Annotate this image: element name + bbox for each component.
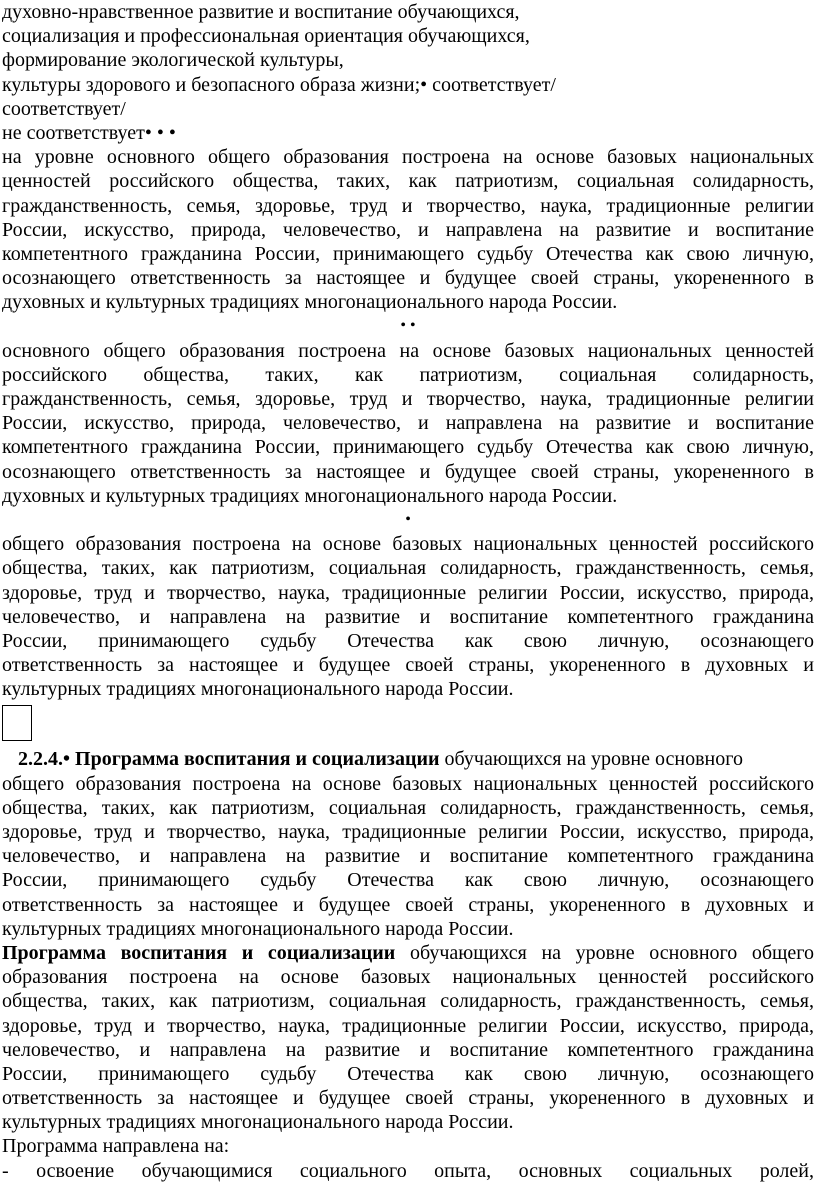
aim-heading: Программа направлена на: [2,1135,230,1158]
bullet-separator: • • [400,317,416,335]
paragraph-3 [2,532,814,701]
text-line: российского общества, таких, как патриотизм, социальная солидарность, [2,363,814,386]
paragraph-2 [2,339,814,508]
intro-line: социализация и профессиональная ориентация обучающихся, [2,25,530,48]
text-line: основного общего образования построена на основе базовых национальных ценностей [2,339,814,362]
text-line: человечество, и направлена на развитие и воспитание компетентного гражданина [2,1038,814,1061]
intro-line: культуры здорового и безопасного образа жизни;• соответствует/ [2,73,556,96]
paragraph-5 [2,941,814,1135]
text-line: общего образования построена на основе базовых национальных ценностей российского [2,772,814,795]
text-line [2,941,814,965]
text-line: гражданственность, семья, здоровье, труд и творчество, наука, традиционные религии [2,194,814,217]
text-line: духовных и культурных традициях многонационального народа России. [2,291,618,314]
text-line: России, принимающего судьбу Отечества как свою личную, осознающего [2,1062,814,1085]
text-line: человечество, и направлена на развитие и воспитание компетентного гражданина [2,605,814,628]
paragraph-4 [2,772,814,941]
intro-line: духовно-нравственное развитие и воспитание обучающихся, [2,1,520,23]
text-line: общества, таких, как патриотизм, социальная солидарность, гражданственность, семья, [2,990,814,1013]
para5-bold: Программа воспитания и социализации [2,941,396,964]
text-line: компетентного гражданина России, принимающего судьбу Отечества как свою личную, [2,436,814,459]
text-line: на уровне основного общего образования построена на основе базовых национальных [2,146,814,169]
intro-list [2,0,814,145]
text-line: осознающего ответственность за настоящее и будущее своей страны, укорененного в [2,267,814,290]
para5-rest: обучающихся на уровне основного общего [395,941,814,964]
intro-line: не соответствует• • • [2,121,176,144]
paragraph-1 [2,145,814,314]
text-line: гражданственность, семья, здоровье, труд и творчество, наука, традиционные религии [2,388,814,410]
text-line: ценностей российского общества, таких, как патриотизм, социальная солидарность, [2,170,814,193]
text-line: общества, таких, как патриотизм, социальная солидарность, гражданственность, семья, [2,557,814,580]
text-line: России, принимающего судьбу Отечества как свою личную, осознающего [2,629,814,652]
text-line: ответственность за настоящее и будущее своей страны, укорененного в духовных и [2,893,814,916]
text-line: культурных традициях многонационального народа России. [2,1111,514,1134]
text-line: осознающего ответственность за настоящее и будущее своей страны, укорененного в [2,460,814,483]
text-line: ответственность за настоящее и будущее своей страны, укорененного в духовных и [2,1087,814,1110]
text-line: образования построена на основе базовых национальных ценностей российского [2,966,814,989]
section-number: 2.2.4.• [18,748,71,771]
text-line: духовных и культурных традициях многонационального народа России. [2,484,618,507]
aim-list-item: - освоение обучающимися социального опыта, основных социальных ролей, [2,1159,814,1182]
empty-frame [2,705,32,741]
text-line: России, искусство, природа, человечество, и направлена на развитие и воспитание [2,218,814,241]
text-line: здоровье, труд и творчество, наука, традиционные религии России, искусство, природа, [2,581,814,604]
text-line: культурных традициях многонационального народа России. [2,917,514,940]
section-title: Программа воспитания и социализации [75,748,440,771]
section-heading [2,747,814,771]
intro-line: формирование экологической культуры, [2,49,344,72]
text-line: компетентного гражданина России, принимающего судьбу Отечества как свою личную, [2,242,814,265]
text-line: общества, таких, как патриотизм, социальная солидарность, гражданственность, семья, [2,796,814,819]
text-line: России, принимающего судьбу Отечества как свою личную, осознающего [2,869,814,892]
section-title-rest: обучающихся на уровне основного [439,748,743,771]
text-line: общего образования построена на основе базовых национальных ценностей российского [2,533,814,556]
text-line: здоровье, труд и творчество, наука, традиционные религии России, искусство, природа, [2,821,814,843]
text-line: России, искусство, природа, человечество, и направлена на развитие и воспитание [2,412,814,435]
text-line: человечество, и направлена на развитие и воспитание компетентного гражданина [2,845,814,868]
text-line: культурных традициях многонационального народа России. [2,678,514,701]
text-line: здоровье, труд и творчество, наука, традиционные религии России, искусство, природа, [2,1014,814,1037]
text-line: ответственность за настоящее и будущее своей страны, укорененного в духовных и [2,654,814,677]
intro-line: соответствует/ [2,97,126,120]
bullet-separator: • [405,510,411,528]
